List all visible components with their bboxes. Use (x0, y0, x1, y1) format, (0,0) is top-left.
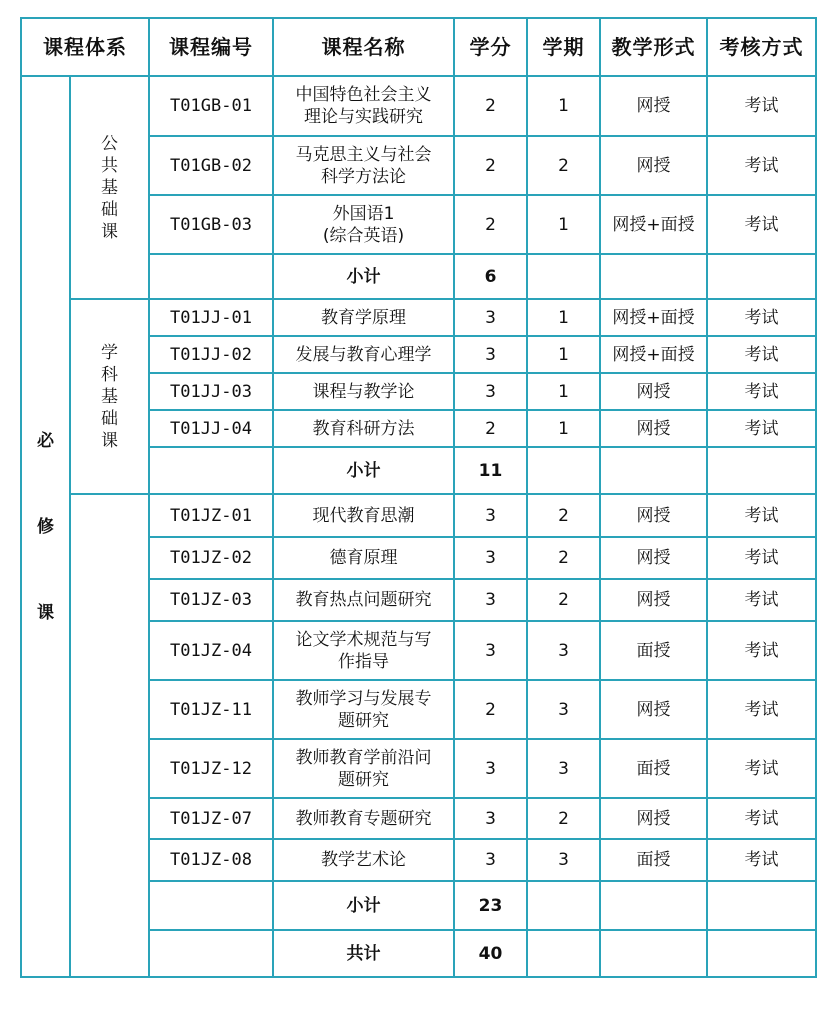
course-assessment: 考试 (707, 336, 816, 373)
subtotal-credits: 23 (454, 881, 527, 930)
header-assessment: 考核方式 (707, 18, 816, 76)
course-code: T01JZ-07 (149, 798, 273, 839)
header-course-name: 课程名称 (273, 18, 454, 76)
course-credits: 3 (454, 299, 527, 336)
course-name: 教师教育学前沿问 题研究 (273, 739, 454, 798)
course-code: T01JZ-03 (149, 579, 273, 621)
subtotal-label: 小计 (273, 254, 454, 299)
subtotal-credits: 11 (454, 447, 527, 494)
course-credits: 2 (454, 680, 527, 739)
course-code: T01GB-01 (149, 76, 273, 136)
header-course-code: 课程编号 (149, 18, 273, 76)
course-semester: 3 (527, 739, 600, 798)
group-unlabeled (70, 494, 149, 977)
course-code: T01JJ-01 (149, 299, 273, 336)
course-semester: 3 (527, 839, 600, 881)
course-assessment: 考试 (707, 494, 816, 537)
header-row (21, 18, 816, 76)
course-credits: 3 (454, 579, 527, 621)
course-semester: 3 (527, 621, 600, 680)
course-name: 教师教育专题研究 (273, 798, 454, 839)
course-assessment: 考试 (707, 739, 816, 798)
course-format: 网授+面授 (600, 336, 707, 373)
total-label: 共计 (273, 930, 454, 977)
course-code: T01JZ-12 (149, 739, 273, 798)
course-credits: 3 (454, 839, 527, 881)
subtotal-label: 小计 (273, 881, 454, 930)
subtotal-label: 小计 (273, 447, 454, 494)
course-semester: 1 (527, 336, 600, 373)
course-credits: 2 (454, 195, 527, 254)
course-format: 面授 (600, 839, 707, 881)
course-semester: 2 (527, 494, 600, 537)
course-semester: 1 (527, 195, 600, 254)
course-name: 教师学习与发展专 题研究 (273, 680, 454, 739)
table-row (21, 299, 816, 336)
course-assessment: 考试 (707, 579, 816, 621)
course-format: 网授 (600, 579, 707, 621)
course-credits: 3 (454, 621, 527, 680)
table-row (21, 494, 816, 537)
course-semester: 1 (527, 373, 600, 410)
course-name: 教育科研方法 (273, 410, 454, 447)
course-format: 网授 (600, 798, 707, 839)
course-assessment: 考试 (707, 373, 816, 410)
course-credits: 3 (454, 739, 527, 798)
course-semester: 1 (527, 410, 600, 447)
course-name: 马克思主义与社会 科学方法论 (273, 136, 454, 195)
course-semester: 2 (527, 537, 600, 579)
course-code: T01JJ-04 (149, 410, 273, 447)
course-format: 网授 (600, 494, 707, 537)
subtotal-credits: 6 (454, 254, 527, 299)
category-required-course: 必 修 课 (21, 76, 70, 977)
course-name: 教育学原理 (273, 299, 454, 336)
table-row (21, 76, 816, 136)
course-semester: 3 (527, 680, 600, 739)
course-code: T01GB-03 (149, 195, 273, 254)
header-semester: 学期 (527, 18, 600, 76)
course-credits: 3 (454, 537, 527, 579)
course-semester: 1 (527, 299, 600, 336)
course-name: 外国语1 (综合英语) (273, 195, 454, 254)
course-name: 论文学术规范与写 作指导 (273, 621, 454, 680)
header-credits: 学分 (454, 18, 527, 76)
course-name: 教育热点问题研究 (273, 579, 454, 621)
course-credits: 2 (454, 410, 527, 447)
course-assessment: 考试 (707, 76, 816, 136)
course-semester: 2 (527, 579, 600, 621)
course-name: 课程与教学论 (273, 373, 454, 410)
course-assessment: 考试 (707, 621, 816, 680)
course-code: T01JZ-01 (149, 494, 273, 537)
course-semester: 2 (527, 798, 600, 839)
course-credits: 3 (454, 373, 527, 410)
course-code: T01JJ-02 (149, 336, 273, 373)
curriculum-table (20, 17, 817, 978)
course-format: 面授 (600, 739, 707, 798)
course-format: 网授 (600, 136, 707, 195)
course-format: 网授 (600, 680, 707, 739)
course-format: 网授 (600, 76, 707, 136)
course-format: 网授 (600, 373, 707, 410)
course-name: 中国特色社会主义 理论与实践研究 (273, 76, 454, 136)
course-assessment: 考试 (707, 136, 816, 195)
course-semester: 1 (527, 76, 600, 136)
course-credits: 3 (454, 494, 527, 537)
total-credits: 40 (454, 930, 527, 977)
course-credits: 2 (454, 76, 527, 136)
course-code: T01JZ-08 (149, 839, 273, 881)
course-code: T01JJ-03 (149, 373, 273, 410)
course-credits: 2 (454, 136, 527, 195)
course-assessment: 考试 (707, 195, 816, 254)
course-format: 网授+面授 (600, 299, 707, 336)
course-format: 面授 (600, 621, 707, 680)
course-credits: 3 (454, 798, 527, 839)
course-format: 网授 (600, 410, 707, 447)
course-format: 网授 (600, 537, 707, 579)
header-teaching-format: 教学形式 (600, 18, 707, 76)
course-name: 现代教育思潮 (273, 494, 454, 537)
course-assessment: 考试 (707, 299, 816, 336)
course-name: 德育原理 (273, 537, 454, 579)
course-credits: 3 (454, 336, 527, 373)
group-subject-basic: 学 科 基 础 课 (70, 299, 149, 494)
course-format: 网授+面授 (600, 195, 707, 254)
course-assessment: 考试 (707, 839, 816, 881)
course-code: T01JZ-11 (149, 680, 273, 739)
course-assessment: 考试 (707, 537, 816, 579)
course-code: T01JZ-04 (149, 621, 273, 680)
header-course-system: 课程体系 (21, 18, 149, 76)
course-assessment: 考试 (707, 798, 816, 839)
course-code: T01GB-02 (149, 136, 273, 195)
course-code: T01JZ-02 (149, 537, 273, 579)
group-public-basic: 公 共 基 础 课 (70, 76, 149, 299)
course-name: 教学艺术论 (273, 839, 454, 881)
course-name: 发展与教育心理学 (273, 336, 454, 373)
course-assessment: 考试 (707, 410, 816, 447)
course-assessment: 考试 (707, 680, 816, 739)
course-semester: 2 (527, 136, 600, 195)
